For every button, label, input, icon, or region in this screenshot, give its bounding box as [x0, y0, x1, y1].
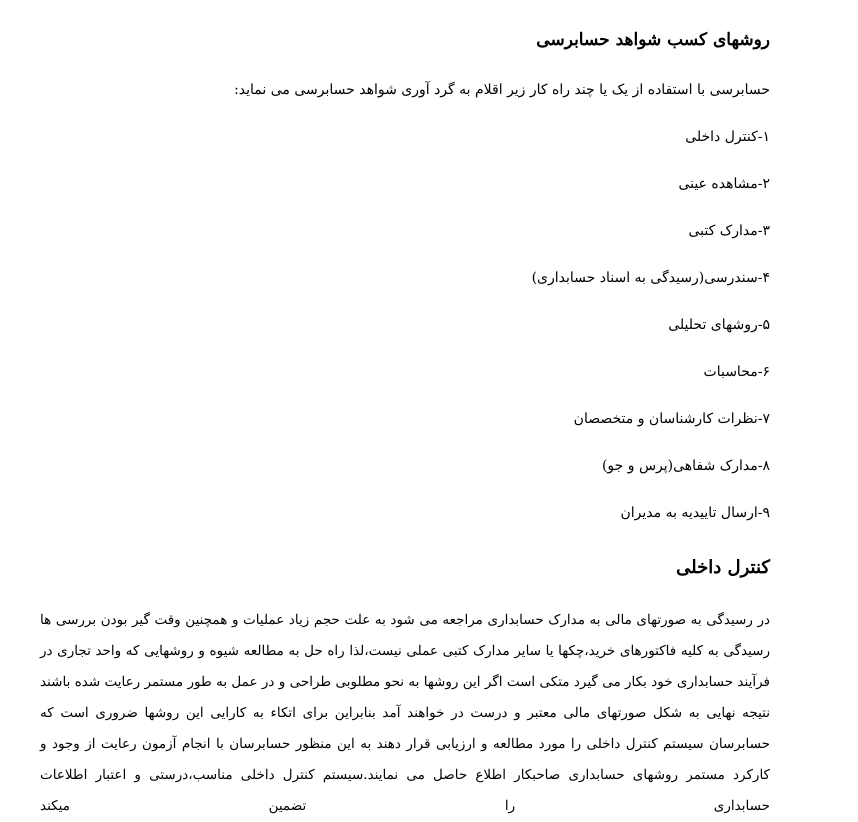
list-item: ۷-نظرات کارشناسان و متخصصان	[573, 411, 770, 427]
page-title: روشهای کسب شواهد حسابرسی	[536, 30, 770, 50]
list-item: ۳-مدارک کتبی	[688, 223, 770, 239]
list-item: ۱-کنترل داخلی	[685, 129, 770, 145]
list-item: ۶-محاسبات	[703, 364, 770, 380]
methods-list	[532, 127, 770, 550]
intro-paragraph: حسابرسی با استفاده از یک یا چند راه کار زیر اقلام به گرد آوری شواهد حسابرسی می نماید:	[234, 82, 770, 98]
body-paragraph: در رسیدگی به صورتهای مالی به مدارک حسابداری مراجعه می شود به علت حجم زیاد عملیات و همچنین وقت گیر بودن بررسی ها رسیدگی به کلیه فاکتورهای خرید،چکها یا سایر مدارک کتبی عملی نیست،لذا راه حل به مطالعه شیوه و روشهایی که واحد تجاری در فرآیند حسابداری خود بکار می گیرد متکی است اگر این روشها به نحو مطلوبی طراحی و در عمل به طور مستمر رعایت شده باشند نتیجه نهایی به شکل صورتهای مالی معتبر و درست در خواهند آمد بنابراین برای اتکاء به کارایی این روشها ضروری است که حسابرسان سیستم کنترل داخلی را مورد مطالعه و ارزیابی قرار دهند به این منظور حسابرسان با انجام آزمون رعایت از وجود و کارکرد مستمر روشهای حسابداری صاحبکار اطلاع حاصل می نمایند.سیستم کنترل داخلی مناسب،درستی و اعتبار اطلاعات حسابداری را تضمین میکند	[40, 612, 770, 814]
list-item: ۲-مشاهده عینی	[678, 176, 770, 192]
list-item: ۴-سندرسی(رسیدگی به اسناد حسابداری)	[531, 270, 770, 286]
section-heading: کنترل داخلی	[676, 557, 770, 578]
list-item: ۵-روشهای تحلیلی	[668, 317, 770, 333]
list-item: ۸-مدارک شفاهی(پرس و جو)	[601, 458, 770, 474]
list-item: ۹-ارسال تاییدیه به مدیران	[620, 505, 770, 521]
